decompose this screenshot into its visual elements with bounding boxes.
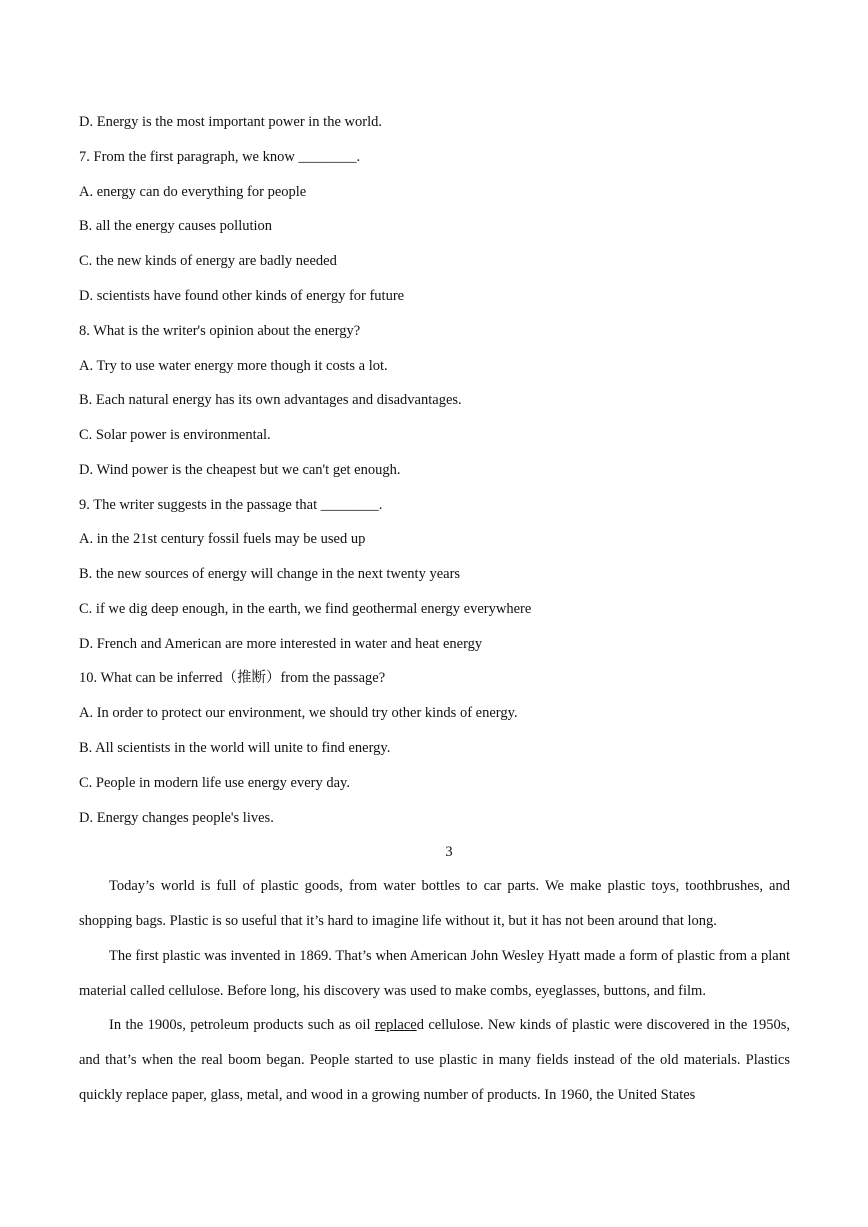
question-8-option-d: D. Wind power is the cheapest but we can't get enough. (79, 462, 401, 478)
question-9-option-a: A. in the 21st century fossil fuels may be used up (79, 531, 366, 547)
passage-paragraph-3-rest: d cellulose. New kinds of plastic were discovered in the 1950s, and that’s when the real boom began. People started to use plastic in many fields instead of the old materials. Plastics quickly replace paper, glass, metal, and wood in a growing number of products. In 1960, the United States (79, 1017, 790, 1103)
question-6-option-d: D. Energy is the most important power in the world. (79, 114, 382, 130)
question-10-option-d: D. Energy changes people's lives. (79, 810, 274, 826)
question-10-option-a: A. In order to protect our environment, we should try other kinds of energy. (79, 705, 518, 721)
question-7-option-c: C. the new kinds of energy are badly needed (79, 253, 337, 269)
passage-paragraph-3 (79, 1008, 790, 1112)
question-10-stem: 10. What can be inferred（推断）from the passage? (79, 670, 386, 686)
question-7-stem: 7. From the first paragraph, we know ________. (79, 149, 361, 165)
question-9-stem: 9. The writer suggests in the passage that ________. (79, 497, 383, 513)
question-8-option-a: A. Try to use water energy more though it costs a lot. (79, 358, 388, 374)
question-7-option-a: A. energy can do everything for people (79, 184, 307, 200)
underlined-word: replace (374, 1017, 417, 1033)
question-9-option-c: C. if we dig deep enough, in the earth, we find geothermal energy everywhere (79, 601, 532, 617)
question-10-option-c: C. People in modern life use energy every day. (79, 775, 350, 791)
question-8-stem: 8. What is the writer's opinion about the energy? (79, 323, 361, 339)
passage-paragraph-2: The first plastic was invented in 1869. That’s when American John Wesley Hyatt made a form of plastic from a plant material called cellulose. Before long, his discovery was used to make combs, eyeglasses, buttons, and film. (79, 948, 790, 999)
passage-paragraph-1: Today’s world is full of plastic goods, from water bottles to car parts. We make plastic toys, toothbrushes, and shopping bags. Plastic is so useful that it’s hard to imagine life without it, but it has not been around that long. (79, 878, 790, 929)
passage-paragraph-3-start: In the 1900s, petroleum products such as oil (109, 1017, 375, 1033)
question-9-option-b: B. the new sources of energy will change in the next twenty years (79, 566, 461, 582)
question-7-option-b: B. all the energy causes pollution (79, 218, 273, 234)
question-10-option-b: B. All scientists in the world will unite to find energy. (79, 740, 391, 756)
section-number: 3 (445, 844, 453, 860)
question-8-option-b: B. Each natural energy has its own advantages and disadvantages. (79, 392, 462, 408)
question-8-option-c: C. Solar power is environmental. (79, 427, 271, 443)
question-9-option-d: D. French and American are more interested in water and heat energy (79, 636, 483, 652)
question-7-option-d: D. scientists have found other kinds of energy for future (79, 288, 405, 304)
